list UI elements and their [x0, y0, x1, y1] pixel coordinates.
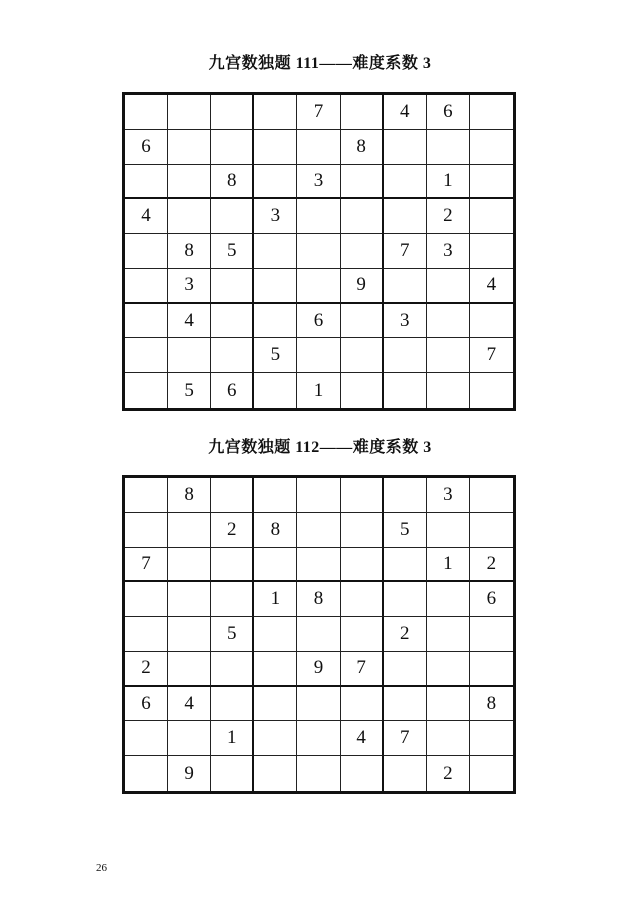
- sudoku-cell: [211, 199, 254, 234]
- page-number: 26: [96, 862, 107, 874]
- sudoku-cell: [341, 304, 384, 339]
- sudoku-cell: [125, 95, 168, 130]
- sudoku-cell: [211, 478, 254, 513]
- sudoku-cell: [470, 721, 513, 756]
- sudoku-cell: 8: [254, 513, 297, 548]
- sudoku-cell: [125, 756, 168, 791]
- sudoku-cell: 7: [384, 234, 427, 269]
- sudoku-cell: 4: [470, 269, 513, 304]
- sudoku-cell: [125, 304, 168, 339]
- sudoku-cell: [125, 373, 168, 408]
- sudoku-cell: [168, 95, 211, 130]
- sudoku-cell: [470, 165, 513, 200]
- sudoku-cell: [254, 269, 297, 304]
- sudoku-cell: [211, 269, 254, 304]
- sudoku-cell: [211, 582, 254, 617]
- sudoku-cell: 6: [211, 373, 254, 408]
- sudoku-cell: 7: [470, 338, 513, 373]
- sudoku-cell: [341, 165, 384, 200]
- sudoku-cell: 2: [384, 617, 427, 652]
- sudoku-cell: [211, 304, 254, 339]
- sudoku-cell: 6: [297, 304, 340, 339]
- sudoku-cell: 1: [427, 548, 470, 583]
- sudoku-cell: [384, 548, 427, 583]
- sudoku-cell: 4: [341, 721, 384, 756]
- sudoku-cell: [125, 478, 168, 513]
- sudoku-cell: [168, 165, 211, 200]
- sudoku-cell: 8: [168, 234, 211, 269]
- sudoku-cell: [427, 687, 470, 722]
- sudoku-cell: [470, 478, 513, 513]
- sudoku-cell: 6: [125, 687, 168, 722]
- sudoku-cell: 9: [168, 756, 211, 791]
- sudoku-cell: 8: [297, 582, 340, 617]
- sudoku-cell: [470, 617, 513, 652]
- sudoku-cell: [168, 582, 211, 617]
- sudoku-cell: [297, 269, 340, 304]
- sudoku-cell: [384, 582, 427, 617]
- sudoku-cell: [168, 617, 211, 652]
- sudoku-cell: [427, 304, 470, 339]
- sudoku-cell: [384, 756, 427, 791]
- sudoku-cell: 3: [297, 165, 340, 200]
- sudoku-cell: [125, 513, 168, 548]
- sudoku-grid-111: [122, 92, 516, 411]
- sudoku-cell: [297, 721, 340, 756]
- sudoku-cell: [341, 95, 384, 130]
- sudoku-cell: [427, 582, 470, 617]
- sudoku-cell: 6: [470, 582, 513, 617]
- sudoku-cell: 7: [297, 95, 340, 130]
- sudoku-cell: [297, 513, 340, 548]
- sudoku-cell: [384, 338, 427, 373]
- sudoku-cell: [341, 199, 384, 234]
- sudoku-cell: [125, 338, 168, 373]
- sudoku-cell: [125, 617, 168, 652]
- sudoku-cell: [297, 338, 340, 373]
- sudoku-cell: [125, 582, 168, 617]
- sudoku-cell: [297, 617, 340, 652]
- sudoku-cell: [341, 478, 384, 513]
- sudoku-cell: [341, 582, 384, 617]
- sudoku-cell: [125, 234, 168, 269]
- sudoku-cell: [427, 130, 470, 165]
- sudoku-cell: 8: [211, 165, 254, 200]
- sudoku-cell: 3: [384, 304, 427, 339]
- sudoku-cell: [470, 234, 513, 269]
- sudoku-cell: 4: [168, 687, 211, 722]
- sudoku-cell: 5: [254, 338, 297, 373]
- sudoku-cell: 8: [341, 130, 384, 165]
- sudoku-cell: 6: [125, 130, 168, 165]
- sudoku-cell: 2: [125, 652, 168, 687]
- sudoku-cell: 2: [470, 548, 513, 583]
- sudoku-cell: [384, 165, 427, 200]
- sudoku-cell: [168, 652, 211, 687]
- sudoku-cell: 3: [168, 269, 211, 304]
- sudoku-cell: [341, 234, 384, 269]
- sudoku-cell: 4: [125, 199, 168, 234]
- sudoku-cell: 3: [427, 478, 470, 513]
- sudoku-cell: [168, 338, 211, 373]
- sudoku-cell: [254, 652, 297, 687]
- sudoku-cell: 2: [427, 199, 470, 234]
- sudoku-cell: 2: [211, 513, 254, 548]
- sudoku-cell: 4: [168, 304, 211, 339]
- sudoku-cell: 1: [211, 721, 254, 756]
- sudoku-cell: [341, 338, 384, 373]
- sudoku-cell: 9: [341, 269, 384, 304]
- sudoku-cell: [427, 513, 470, 548]
- sudoku-cell: [168, 548, 211, 583]
- sudoku-cell: 5: [211, 617, 254, 652]
- sudoku-cell: 3: [427, 234, 470, 269]
- sudoku-cell: [341, 687, 384, 722]
- sudoku-cell: [168, 721, 211, 756]
- sudoku-cell: [211, 548, 254, 583]
- sudoku-cell: 8: [470, 687, 513, 722]
- sudoku-cell: [254, 721, 297, 756]
- sudoku-cell: [341, 548, 384, 583]
- sudoku-cell: [427, 721, 470, 756]
- sudoku-cell: [211, 338, 254, 373]
- sudoku-cell: [297, 756, 340, 791]
- sudoku-cell: [125, 165, 168, 200]
- sudoku-cell: [470, 373, 513, 408]
- sudoku-cell: [254, 687, 297, 722]
- sudoku-cell: 3: [254, 199, 297, 234]
- sudoku-cell: [254, 234, 297, 269]
- sudoku-cell: 1: [427, 165, 470, 200]
- sudoku-cell: 1: [254, 582, 297, 617]
- sudoku-cell: 5: [168, 373, 211, 408]
- sudoku-cell: [427, 338, 470, 373]
- sudoku-cell: [384, 652, 427, 687]
- sudoku-cell: [211, 687, 254, 722]
- sudoku-cell: [211, 652, 254, 687]
- sudoku-cell: [384, 269, 427, 304]
- sudoku-cell: 5: [211, 234, 254, 269]
- sudoku-cell: [470, 513, 513, 548]
- sudoku-cell: [254, 373, 297, 408]
- sudoku-cell: [470, 130, 513, 165]
- sudoku-cell: 6: [427, 95, 470, 130]
- sudoku-cell: 4: [384, 95, 427, 130]
- sudoku-cell: [427, 617, 470, 652]
- sudoku-cell: [125, 721, 168, 756]
- sudoku-cell: [341, 617, 384, 652]
- puzzle-2-title: 九宫数独题 112——难度系数 3: [208, 439, 432, 456]
- sudoku-cell: [168, 199, 211, 234]
- sudoku-cell: 8: [168, 478, 211, 513]
- sudoku-cell: [341, 756, 384, 791]
- sudoku-cell: [297, 199, 340, 234]
- sudoku-cell: [297, 548, 340, 583]
- sudoku-cell: [427, 652, 470, 687]
- sudoku-cell: [384, 373, 427, 408]
- sudoku-cell: 7: [125, 548, 168, 583]
- sudoku-cell: [211, 130, 254, 165]
- sudoku-cell: [254, 165, 297, 200]
- sudoku-cell: [427, 373, 470, 408]
- sudoku-cell: [168, 513, 211, 548]
- sudoku-cell: [254, 617, 297, 652]
- sudoku-cell: [254, 95, 297, 130]
- sudoku-cell: [125, 269, 168, 304]
- sudoku-cell: [384, 478, 427, 513]
- sudoku-cell: [470, 652, 513, 687]
- sudoku-cell: 7: [341, 652, 384, 687]
- sudoku-cell: [168, 130, 211, 165]
- sudoku-cell: [384, 130, 427, 165]
- sudoku-cell: [297, 130, 340, 165]
- sudoku-cell: [211, 756, 254, 791]
- sudoku-cell: 2: [427, 756, 470, 791]
- sudoku-cell: [470, 304, 513, 339]
- sudoku-cell: [470, 756, 513, 791]
- sudoku-cell: [470, 199, 513, 234]
- sudoku-cell: 5: [384, 513, 427, 548]
- sudoku-cell: [384, 199, 427, 234]
- puzzle-1-title: 九宫数独题 111——难度系数 3: [208, 55, 432, 72]
- sudoku-cell: 9: [297, 652, 340, 687]
- sudoku-cell: [384, 687, 427, 722]
- sudoku-cell: [211, 95, 254, 130]
- sudoku-cell: [297, 234, 340, 269]
- sudoku-cell: 7: [384, 721, 427, 756]
- sudoku-cell: [341, 513, 384, 548]
- sudoku-cell: [254, 756, 297, 791]
- sudoku-cell: [254, 304, 297, 339]
- sudoku-cell: [341, 373, 384, 408]
- sudoku-cell: [254, 130, 297, 165]
- sudoku-cell: [297, 478, 340, 513]
- sudoku-cell: [254, 548, 297, 583]
- sudoku-cell: [470, 95, 513, 130]
- sudoku-cell: 1: [297, 373, 340, 408]
- sudoku-cell: [427, 269, 470, 304]
- sudoku-grid-112: [122, 475, 516, 794]
- sudoku-cell: [254, 478, 297, 513]
- sudoku-cell: [297, 687, 340, 722]
